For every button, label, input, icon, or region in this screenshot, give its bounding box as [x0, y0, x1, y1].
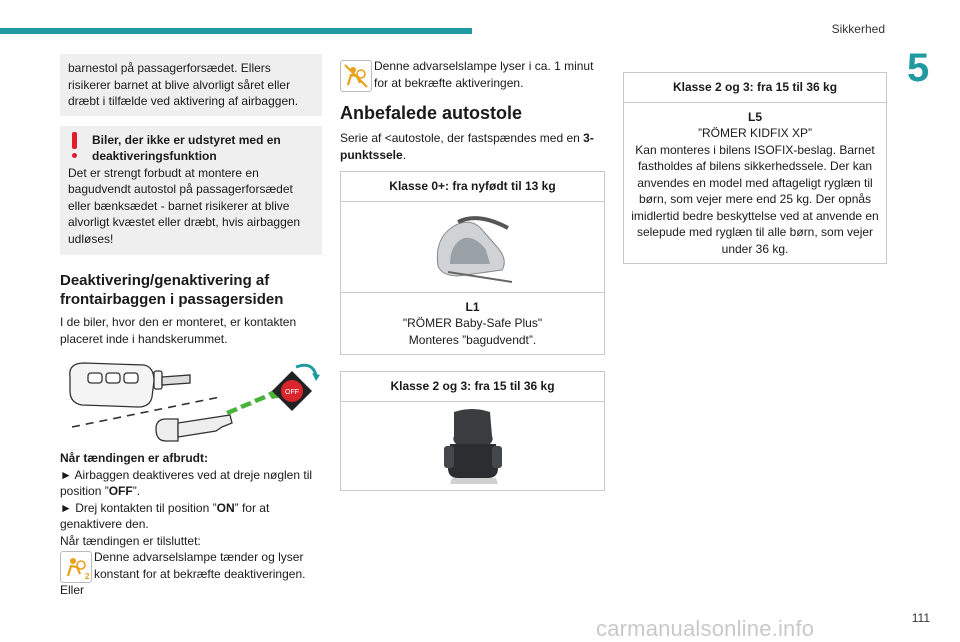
seat-table-group23 [340, 371, 605, 491]
header-accent-bar [0, 28, 472, 34]
lamp-activated-line [340, 58, 605, 91]
step-2-on: ON [216, 500, 235, 515]
table-header: Klasse 2 og 3: fra 15 til 36 kg [390, 379, 555, 393]
recommended-seats-heading: Anbefalede autostole [340, 103, 523, 123]
location-paragraph: I de biler, hvor den er monteret, er kontakten placeret inde i handskerummet. [60, 315, 297, 346]
step-1 [60, 467, 322, 500]
mount-note: Monteres ”bagudvendt”. [408, 332, 537, 347]
series-paragraph [340, 130, 605, 163]
seat-table-l5 [623, 72, 887, 264]
lamp-activated-text: Denne advarselslampe lyser i ca. 1 minut for at bekræfte aktiveringen. [374, 59, 594, 90]
svg-text:2: 2 [85, 572, 90, 581]
page-number: 111 [911, 611, 930, 625]
chapter-number: 5 [907, 46, 930, 90]
key-switch-illustration [60, 357, 322, 445]
series-belt: 3-punktssele [340, 131, 594, 162]
warning-title: Biler, der ikke er udstyret med en deaktiveringsfunktion [92, 132, 281, 163]
step-2-text: ► Drej kontakten til position ” [60, 500, 217, 515]
airbag-off-lamp-icon [60, 551, 92, 583]
warning-text: Det er strengt forbudt at montere en bagudvendt autostol på passagerforsædet eller bænksædet - barnet risikerer at blive alvorligt kvæstet eller dræbt, hvis airbaggen udløses! [68, 165, 301, 246]
ignition-off-label: Når tændingen er afbrudt: [60, 451, 209, 465]
model-name: ”RÖMER KIDFIX XP” [697, 126, 812, 140]
intro-box [60, 54, 322, 116]
warning-box [60, 126, 322, 256]
airbag-on-lamp-icon [340, 60, 372, 92]
key-blade-icon [156, 415, 232, 441]
baby-seat-image [341, 201, 604, 292]
column-middle [340, 58, 605, 491]
table-header: Klasse 0+: fra nyfødt til 13 kg [389, 179, 556, 193]
step-2 [60, 500, 322, 533]
warning-icon [72, 132, 77, 158]
lamp-deactivated-line [60, 549, 322, 582]
step-1-text: ► Airbaggen deaktiveres ved at dreje nøglen til position ” [60, 467, 313, 498]
section-title: Sikkerhed [831, 22, 885, 36]
step-1-end: ”. [132, 484, 141, 498]
lamp-deactivated-text: Denne advarselslampe tænder og lyser konstant for at bekræfte deaktiveringen. [94, 550, 306, 581]
airbag-switch-icon [272, 365, 320, 411]
step-1-off: OFF [108, 484, 133, 498]
model-description: Kan monteres i bilens ISOFIX-beslag. Barnet fastholdes af bilens sikkerhedssele. Der kan anvendes en model med aftageligt ryglæn til børn, som vejer mere end 25 kg. Der opnås imidlertid bedre beskyttelse ved at anvende en selepude med ryglæn til alle børn, som vejer under 36 kg. [631, 142, 879, 256]
series-text: Serie af <autostole, der fastspændes med en [340, 131, 584, 145]
step-2-end: ” for at genaktivere den. [60, 500, 270, 531]
column-left [60, 54, 322, 599]
key-fob-icon [70, 363, 190, 407]
model-cell [341, 292, 604, 355]
intro-text: barnestol på passagerforsædet. Ellers risikerer barnet at blive alvorligt såret eller dræbt i tilfælde ved aktivering af airbaggen. [68, 61, 299, 108]
model-name: "RÖMER Baby-Safe Plus" [402, 316, 543, 330]
series-end: . [402, 147, 407, 162]
model-code: L1 [465, 299, 480, 314]
table-header: Klasse 2 og 3: fra 15 til 36 kg [672, 80, 838, 94]
booster-seat-image [341, 401, 604, 490]
model-code: L5 [747, 109, 762, 124]
ignition-on-label: Når tændingen er tilsluttet: [60, 533, 201, 548]
model-cell [624, 102, 886, 264]
section-heading: Deaktivering/genaktivering af frontairbaggen i passagersiden [60, 272, 284, 308]
seat-table-group0 [340, 171, 605, 355]
watermark: carmanualsonline.info [596, 616, 815, 641]
svg-text:OFF: OFF [285, 389, 299, 396]
or-label: Eller [60, 583, 85, 597]
column-right [623, 64, 887, 264]
